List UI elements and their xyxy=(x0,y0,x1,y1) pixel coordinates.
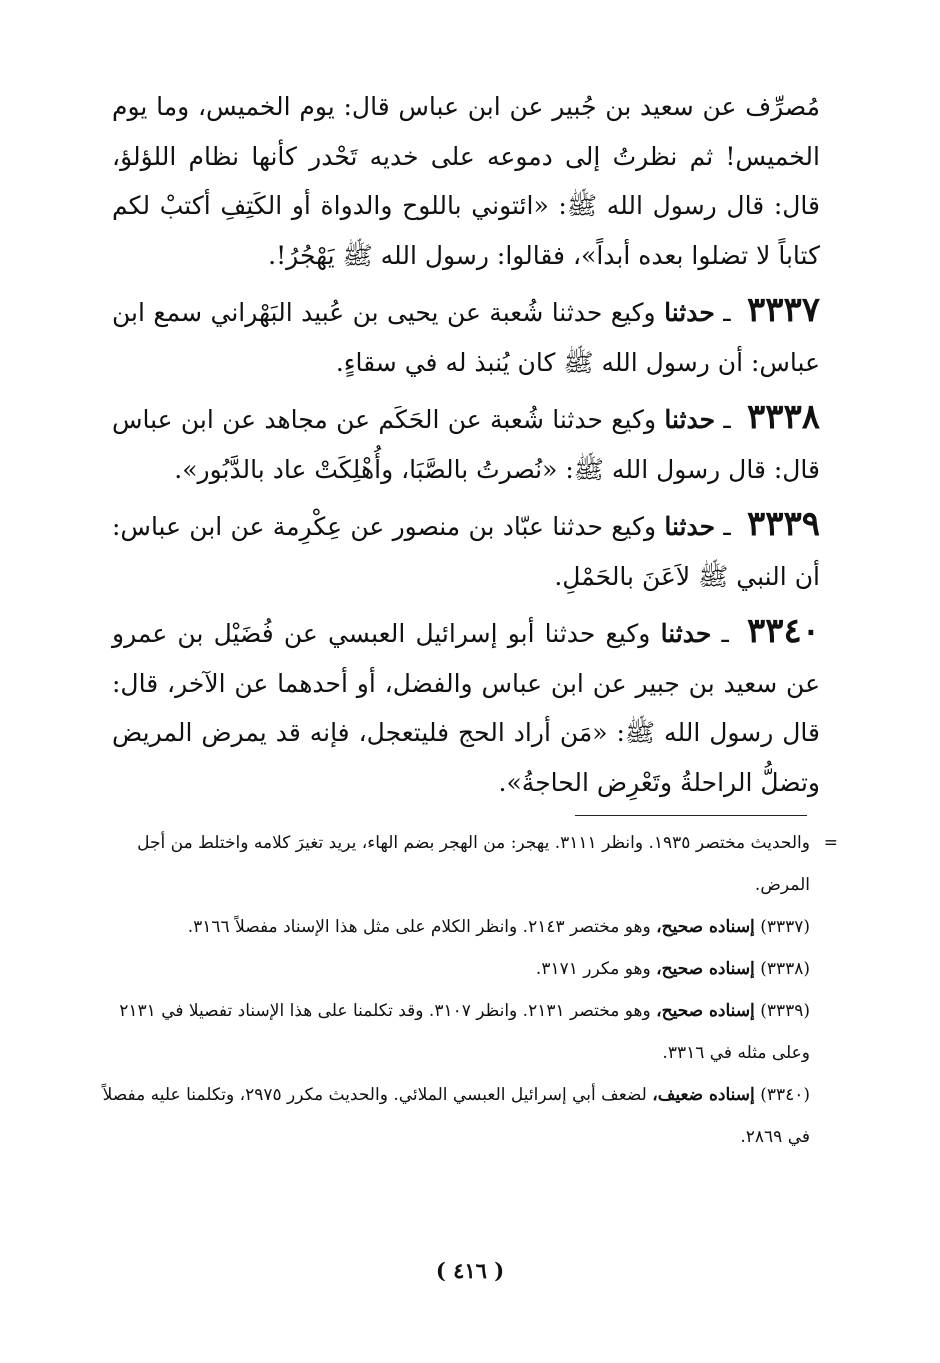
footnote-ref: (٣٣٣٧) xyxy=(760,917,810,937)
footnote-text: وهو مكرر ٣١٧١. xyxy=(535,959,651,979)
footnote-text: والحديث مختصر ١٩٣٥. وانظر ٣١١١. يهجر: من الهجر بضم الهاء، يريد تغيرَ كلامه واختلط من أجل المرض. xyxy=(137,833,810,895)
hadith-lead-word: حدثنا xyxy=(664,405,716,434)
footnote-3337 xyxy=(100,906,810,948)
footnote-grade: إسناده صحيح، xyxy=(656,917,755,937)
footnote-grade: إسناده صحيح، xyxy=(656,959,755,979)
hadith-text: وكيع حدثنا عبّاد بن منصور عن عِكْرِمة عن ابن عباس: أن النبي ﷺ لاَعَنَ بالحَمْلِ. xyxy=(112,512,820,591)
hadith-text: وكيع حدثنا شُعبة عن يحيى بن عُبيد البَهْراني سمع ابن عباس: أن رسول الله ﷺ كان يُنبذ له في سقاءٍ. xyxy=(112,298,820,377)
separator-dash: ـ xyxy=(723,298,731,327)
footnote-ref: (٣٣٣٩) xyxy=(760,1001,810,1021)
hadith-text: وكيع حدثنا أبو إسرائيل العبسي عن فُضَيْل بن عمرو عن سعيد بن جبير عن ابن عباس والفضل، أو أحدهما عن الآخر، قال: قال رسول الله ﷺ: «مَن أراد الحج فليتعجل، فإنه قد يمرض المريض وتضلُّ الراحلةُ وتَعْرِض الحاجةُ». xyxy=(112,619,820,797)
footnote-ref: (٣٣٣٨) xyxy=(760,959,810,979)
continuation-marker: = xyxy=(823,833,838,853)
footnote-text: وهو مختصر ٢١٣١. وانظر ٣١٠٧. وقد تكلمنا على هذا الإسناد تفصيلا في ٢١٣١ وعلى مثله في ٣٣١٦. xyxy=(119,1001,810,1063)
footnote-3338 xyxy=(100,948,810,990)
hadith-lead-word: حدثنا xyxy=(664,512,716,541)
hadith-3339 xyxy=(112,500,820,601)
footnote-3340 xyxy=(100,1074,810,1158)
main-text xyxy=(112,82,820,813)
hadith-lead-word: حدثنا xyxy=(664,298,715,327)
continued-hadith-text: مُصرِّف عن سعيد بن جُبير عن ابن عباس قال: يوم الخميس، وما يوم الخميس! ثم نظرتُ إلى دموعه على خديه تَحْدر كأنها نظام اللؤلؤ، قال: قال رسول الله ﷺ: «ائتوني باللوح والدواة أو الكَتِفِ أكتبْ لكم كتاباً لا تضلوا بعده أبداً»، فقالوا: رسول الله ﷺ يَهْجُرُ!. xyxy=(112,92,820,270)
footnote-3339 xyxy=(100,990,810,1074)
hadith-number: ٣٣٣٨ xyxy=(746,397,821,437)
hadith-lead-word: حدثنا xyxy=(660,619,712,648)
hadith-3337 xyxy=(112,286,820,387)
hadith-3338 xyxy=(112,393,820,494)
hadith-number: ٣٣٣٧ xyxy=(746,290,821,330)
footnote-text: لضعف أبي إسرائيل العبسي الملائي. والحديث مكرر ٢٩٧٥، وتكلمنا عليه مفصلاً في ٢٨٦٩. xyxy=(102,1085,810,1147)
hadith-number: ٣٣٤٠ xyxy=(746,611,821,651)
separator-dash: ـ xyxy=(723,512,731,541)
footnote-grade: إسناده ضعيف، xyxy=(652,1085,755,1105)
footnote-divider xyxy=(575,815,807,816)
footnote-ref: (٣٣٤٠) xyxy=(760,1085,810,1105)
hadith-number: ٣٣٣٩ xyxy=(746,504,821,544)
footnotes xyxy=(100,822,838,1158)
hadith-3340 xyxy=(112,607,820,807)
hadith-text: وكيع حدثنا شُعبة عن الحَكَم عن مجاهد عن ابن عباس قال: قال رسول الله ﷺ: «نُصرتُ بالصَّبَا، وأُهْلِكَتْ عاد بالدَّبُور». xyxy=(112,405,820,484)
footnote-grade: إسناده صحيح، xyxy=(656,1001,755,1021)
footnote-continuation xyxy=(100,822,838,906)
footnote-text: وهو مختصر ٢١٤٣. وانظر الكلام على مثل هذا الإسناد مفصلاً ٣١٦٦. xyxy=(187,917,651,937)
separator-dash: ـ xyxy=(721,619,729,648)
page-number: ( ٤١٦ ) xyxy=(435,1258,505,1283)
separator-dash: ـ xyxy=(723,405,731,434)
